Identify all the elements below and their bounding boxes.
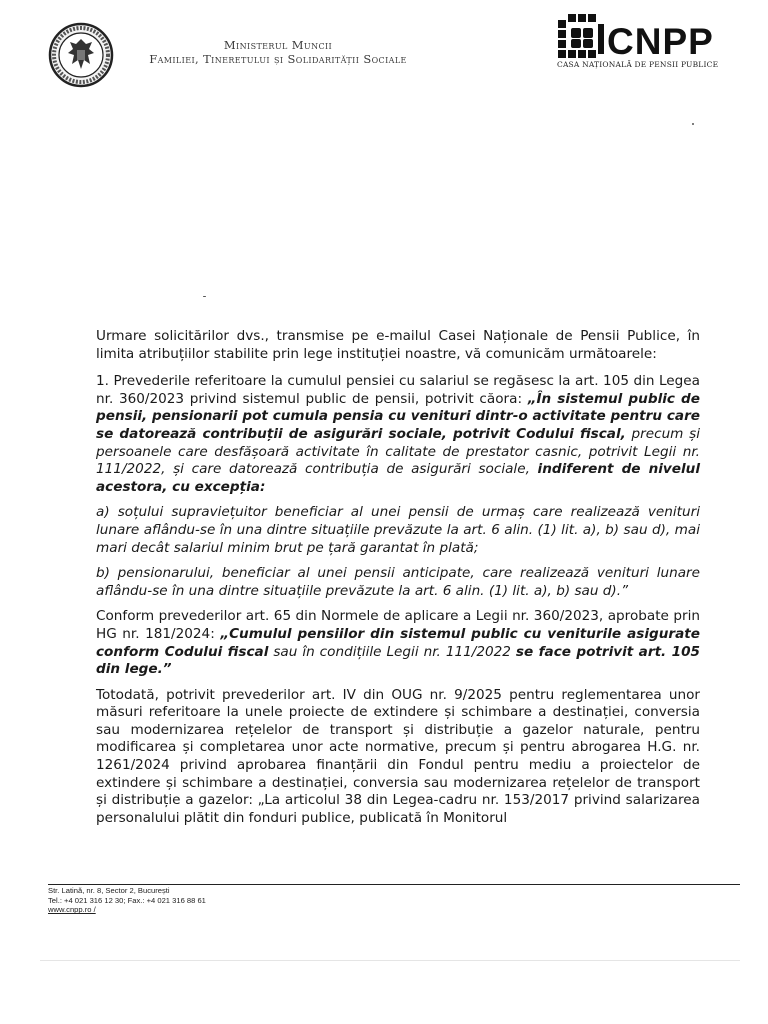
- footer-contact: [48, 886, 206, 915]
- paragraph-1: 1. Prevederile referitoare la cumulul pensiei cu salariul se regăsesc la art. 105 din Legea nr. 360/2023 privind sistemul public de pensii, potrivit căora: „În sistemul public de pensii, pensionarii pot cumula pensia cu venituri dintr-o activitate pentru care se datorează contribuții de asigurări sociale, potrivit Codului fiscal, precum și persoanele care desfășoară activitate în calitate de prestator casnic, potrivit Legii nr. 111/2022, și care datorează contribuția de asigurări sociale, indiferent de nivelul acestora, cu excepția:: [96, 373, 700, 495]
- paragraph-number: 1.: [96, 373, 109, 390]
- ministry-line-1: Ministerul Muncii: [223, 38, 333, 52]
- paragraph-2: Conform prevederilor art. 65 din Normele de aplicare a Legii nr. 360/2023, aprobate prin HG nr. 181/2024: „Cumulul pensiilor din sistemul public cu veniturile asigurate conform Codului fiscal sau în condițiile Legii nr. 111/2022 se face potrivit art. 105 din lege.”: [96, 608, 700, 678]
- paragraph-point-b: b) pensionarului, beneficiar al unei pensii anticipate, care realizează venituri lunare aflându-se în una dintre situațiile prevăzute la art. 6 alin. (1) lit. a), b) sau d).”: [96, 565, 700, 599]
- footer-address: Str. Latină, nr. 8, Sector 2, București: [48, 886, 170, 895]
- quote-italic: precum și persoanele care desfășoară activitate în calitate de prestator casnic, potrivit Legii nr. 111/2022, și care datorează contribuția de asigurări sociale,: [96, 425, 700, 478]
- quote-italic: sau în condițiile Legii nr. 111/2022: [268, 643, 516, 660]
- footer-divider: [48, 884, 740, 885]
- scan-artifact: [40, 960, 740, 961]
- quote-bold: indiferent de nivelul acestora, cu excepția:: [96, 461, 700, 495]
- quote-bold: se face potrivit art. 105 din lege.”: [96, 643, 700, 678]
- government-seal-icon: [48, 22, 114, 88]
- footer-phone: Tel.: +4 021 316 12 30; Fax.: +4 021 316 88 61: [48, 895, 206, 905]
- cnpp-wordmark: CNPP: [607, 21, 714, 62]
- ministry-line-2: Familiei, Tineretului și Solidarității Sociale: [149, 52, 407, 67]
- paragraph-point-a: a) soțului supraviețuitor beneficiar al unei pensii de urmaș care realizează venituri lunare aflându-se în una dintre situațiile prevăzute la art. 6 alin. (1) lit. a), b) sau d), mai mari decât salariul minim brut pe țară garantat în plată;: [96, 504, 700, 556]
- letter-body: [96, 328, 700, 835]
- footer-website-link[interactable]: www.cnpp.ro /: [48, 905, 96, 915]
- ministry-name: [128, 38, 428, 67]
- scan-speck: [203, 296, 206, 297]
- scan-speck: [692, 123, 694, 125]
- paragraph-intro: Urmare solicitărilor dvs., transmise pe e-mailul Casei Naționale de Pensii Publice, în limita atribuțiilor stabilite prin lege instituției noastre, vă comunicăm următoarele:: [96, 328, 700, 362]
- cnpp-subtitle: CASA NAȚIONALĂ DE PENSII PUBLICE: [557, 60, 719, 69]
- paragraph-3: Totodată, potrivit prevederilor art. IV din OUG nr. 9/2025 pentru reglementarea unor măsuri referitoare la unele proiecte de extindere și schimbare a destinației, conversia sau modernizarea rețelelor de transport și distribuție a gazelor naturale, pentru modificarea și completarea unor acte normative, precum și pentru abrogarea H.G. nr. 1261/2024 privind aprobarea finanțării din Fondul pentru mediu a proiectelor de extindere și schimbare a destinației, conversia sau modernizarea rețelelor de transport și distribuție a gazelor: „La articolul 38 din Legea-cadru nr. 153/2017 privind salarizarea personalului plătit din fonduri publice, publicată în Monitorul: [96, 686, 700, 826]
- quote-bold: „Cumulul pensiilor din sistemul public cu veniturile asigurate conform Codului fiscal: [96, 625, 700, 660]
- quote-bold: „În sistemul public de pensii, pensionarii pot cumula pensia cu venituri dintr-o activitate pentru care se datorează contribuții de asigurări sociale, potrivit Codului fiscal,: [96, 390, 700, 442]
